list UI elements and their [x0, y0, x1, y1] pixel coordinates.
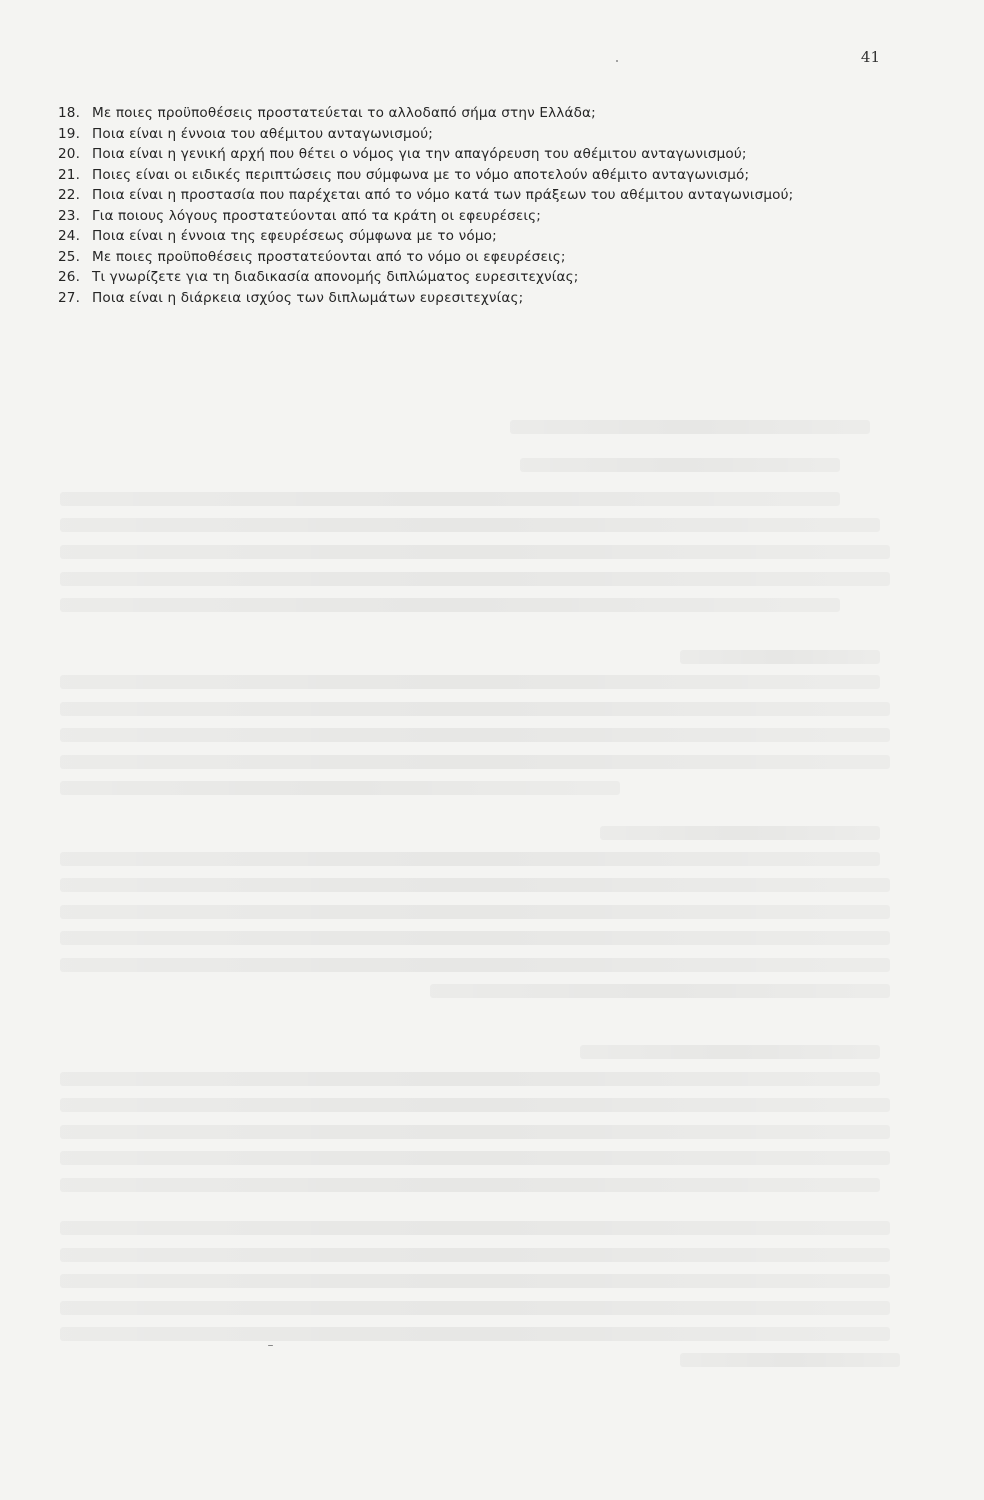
question-item — [58, 247, 894, 268]
question-text: Ποια είναι η έννοια του αθέμιτου ανταγωνισμού; — [92, 125, 434, 142]
question-number: 18. — [58, 105, 81, 121]
page-number: 41 — [860, 48, 880, 66]
question-text: Ποια είναι η γενική αρχή που θέτει ο νόμος για την απαγόρευση του αθέμιτου ανταγωνισμού; — [92, 146, 747, 162]
question-text: Με ποιες προϋποθέσεις προστατεύεται το αλλοδαπό σήμα στην Ελλάδα; — [92, 105, 596, 121]
review-questions-list — [58, 103, 894, 308]
question-text: Με ποιες προϋποθέσεις προστατεύονται από το νόμο οι εφευρέσεις; — [92, 248, 566, 265]
question-text: Ποια είναι η διάρκεια ισχύος των διπλωμάτων ευρεσιτεχνίας; — [92, 289, 524, 306]
question-text: Ποια είναι η έννοια της εφευρέσεως σύμφωνα με το νόμο; — [92, 228, 497, 244]
question-item — [58, 165, 894, 186]
question-number: 23. — [58, 207, 81, 224]
question-number: 27. — [58, 289, 81, 306]
question-item — [58, 226, 894, 247]
scan-speck — [616, 60, 618, 62]
question-text: Τι γνωρίζετε για τη διαδικασία απονομής διπλώματος ευρεσιτεχνίας; — [92, 269, 579, 285]
question-item — [58, 144, 894, 165]
question-item — [58, 288, 894, 309]
question-text: Ποια είναι η προστασία που παρέχεται από το νόμο κατά των πράξεων του αθέμιτου ανταγωνισμού; — [92, 187, 794, 203]
question-number: 24. — [58, 228, 81, 244]
question-number: 22. — [58, 187, 81, 203]
question-number: 20. — [58, 146, 81, 162]
question-item — [58, 185, 894, 206]
scan-speck — [268, 1345, 273, 1346]
question-number: 26. — [58, 269, 81, 285]
question-item — [58, 124, 894, 145]
question-item — [58, 103, 894, 124]
question-number: 19. — [58, 125, 81, 142]
question-number: 25. — [58, 248, 81, 265]
question-text: Ποιες είναι οι ειδικές περιπτώσεις που σύμφωνα με το νόμο αποτελούν αθέμιτο ανταγωνισμό; — [92, 166, 750, 183]
question-item — [58, 206, 894, 227]
question-text: Για ποιους λόγους προστατεύονται από τα κράτη οι εφευρέσεις; — [92, 207, 542, 224]
question-item — [58, 267, 894, 288]
question-number: 21. — [58, 166, 81, 183]
